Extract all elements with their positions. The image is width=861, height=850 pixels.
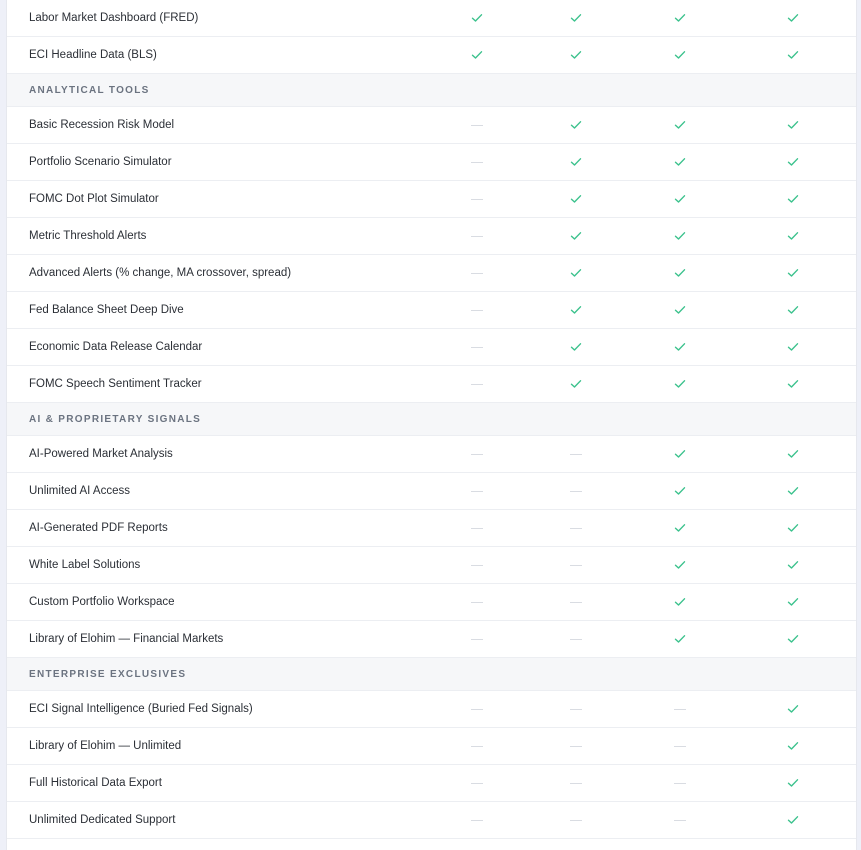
table-row: [7, 802, 856, 839]
tier-1-cell: [457, 292, 497, 328]
feature-label: Unlimited Dedicated Support: [29, 814, 176, 826]
tier-1-cell: [457, 436, 497, 472]
check-icon: [787, 486, 799, 496]
table-row: [7, 255, 856, 292]
feature-label: FOMC Speech Sentiment Tracker: [29, 378, 202, 390]
feature-label: Basic Recession Risk Model: [29, 119, 175, 131]
dash-icon: [570, 783, 582, 784]
dash-icon: [471, 709, 483, 710]
feature-label: Full Historical Data Export: [29, 777, 162, 789]
tier-3-cell: [660, 802, 700, 838]
table-row: [7, 107, 856, 144]
check-icon: [570, 231, 582, 241]
dash-icon: [471, 565, 483, 566]
check-icon: [674, 634, 686, 644]
tier-2-cell: [556, 436, 596, 472]
check-icon: [787, 634, 799, 644]
tier-1-cell: [457, 255, 497, 291]
table-row: [7, 0, 856, 37]
table-row: [7, 473, 856, 510]
check-icon: [787, 597, 799, 607]
tier-4-cell: [773, 107, 813, 143]
dash-icon: [674, 709, 686, 710]
section-header-analytical-tools: [7, 74, 856, 107]
dash-icon: [471, 273, 483, 274]
tier-4-cell: [773, 765, 813, 801]
check-icon: [674, 560, 686, 570]
check-icon: [674, 231, 686, 241]
tier-1-cell: [457, 802, 497, 838]
dash-icon: [471, 491, 483, 492]
dash-icon: [674, 820, 686, 821]
check-icon: [787, 50, 799, 60]
feature-label: Unlimited AI Access: [29, 485, 130, 497]
check-icon: [787, 560, 799, 570]
feature-label: Fed Balance Sheet Deep Dive: [29, 304, 184, 316]
check-icon: [787, 741, 799, 751]
check-icon: [471, 50, 483, 60]
tier-2-cell: [556, 510, 596, 546]
feature-label: ECI Headline Data (BLS): [29, 49, 157, 61]
tier-4-cell: [773, 144, 813, 180]
dash-icon: [471, 602, 483, 603]
check-icon: [787, 523, 799, 533]
tier-2-cell: [556, 0, 596, 36]
feature-label: White Label Solutions: [29, 559, 141, 571]
dash-icon: [570, 639, 582, 640]
dash-icon: [471, 310, 483, 311]
check-icon: [787, 231, 799, 241]
tier-2-cell: [556, 218, 596, 254]
check-icon: [570, 13, 582, 23]
check-icon: [787, 342, 799, 352]
tier-4-cell: [773, 547, 813, 583]
tier-3-cell: [660, 292, 700, 328]
check-icon: [674, 50, 686, 60]
tier-1-cell: [457, 584, 497, 620]
tier-1-cell: [457, 728, 497, 764]
tier-2-cell: [556, 37, 596, 73]
check-icon: [787, 13, 799, 23]
tier-1-cell: [457, 0, 497, 36]
check-icon: [787, 379, 799, 389]
tier-4-cell: [773, 473, 813, 509]
tier-2-cell: [556, 584, 596, 620]
check-icon: [674, 268, 686, 278]
tier-4-cell: [773, 218, 813, 254]
table-row: [7, 765, 856, 802]
dash-icon: [471, 746, 483, 747]
table-row: [7, 292, 856, 329]
tier-4-cell: [773, 181, 813, 217]
tier-2-cell: [556, 144, 596, 180]
tier-1-cell: [457, 144, 497, 180]
check-icon: [787, 120, 799, 130]
tier-3-cell: [660, 473, 700, 509]
tier-2-cell: [556, 802, 596, 838]
check-icon: [787, 449, 799, 459]
tier-3-cell: [660, 37, 700, 73]
table-row: [7, 510, 856, 547]
tier-1-cell: [457, 218, 497, 254]
feature-label: Labor Market Dashboard (FRED): [29, 12, 199, 24]
tier-4-cell: [773, 366, 813, 402]
feature-label: AI-Powered Market Analysis: [29, 448, 173, 460]
section-header-ai-proprietary-signals: [7, 403, 856, 436]
tier-3-cell: [660, 765, 700, 801]
tier-1-cell: [457, 765, 497, 801]
feature-label: Portfolio Scenario Simulator: [29, 156, 172, 168]
dash-icon: [674, 746, 686, 747]
feature-label: Library of Elohim — Unlimited: [29, 740, 182, 752]
tier-3-cell: [660, 329, 700, 365]
check-icon: [674, 379, 686, 389]
tier-4-cell: [773, 728, 813, 764]
check-icon: [674, 523, 686, 533]
tier-3-cell: [660, 728, 700, 764]
tier-4-cell: [773, 621, 813, 657]
check-icon: [787, 704, 799, 714]
check-icon: [570, 157, 582, 167]
tier-1-cell: [457, 366, 497, 402]
check-icon: [570, 194, 582, 204]
check-icon: [674, 305, 686, 315]
tier-2-cell: [556, 728, 596, 764]
check-icon: [674, 449, 686, 459]
section-title: ANALYTICAL TOOLS: [29, 84, 150, 96]
tier-3-cell: [660, 366, 700, 402]
table-row: [7, 366, 856, 403]
tier-3-cell: [660, 621, 700, 657]
tier-1-cell: [457, 329, 497, 365]
check-icon: [674, 597, 686, 607]
check-icon: [787, 194, 799, 204]
tier-2-cell: [556, 181, 596, 217]
tier-2-cell: [556, 366, 596, 402]
dash-icon: [471, 639, 483, 640]
feature-label: ECI Signal Intelligence (Buried Fed Signals): [29, 703, 253, 715]
table-row: [7, 436, 856, 473]
tier-4-cell: [773, 37, 813, 73]
table-row: [7, 37, 856, 74]
check-icon: [787, 815, 799, 825]
tier-2-cell: [556, 107, 596, 143]
tier-2-cell: [556, 473, 596, 509]
tier-1-cell: [457, 691, 497, 727]
dash-icon: [570, 491, 582, 492]
check-icon: [787, 157, 799, 167]
table-row: [7, 691, 856, 728]
check-icon: [674, 157, 686, 167]
tier-2-cell: [556, 292, 596, 328]
tier-3-cell: [660, 181, 700, 217]
tier-3-cell: [660, 107, 700, 143]
tier-4-cell: [773, 292, 813, 328]
tier-2-cell: [556, 255, 596, 291]
tier-3-cell: [660, 691, 700, 727]
tier-4-cell: [773, 802, 813, 838]
feature-label: FOMC Dot Plot Simulator: [29, 193, 159, 205]
section-header-enterprise-exclusives: [7, 658, 856, 691]
check-icon: [570, 50, 582, 60]
dash-icon: [471, 347, 483, 348]
tier-3-cell: [660, 584, 700, 620]
feature-label: Custom Portfolio Workspace: [29, 596, 175, 608]
tier-1-cell: [457, 473, 497, 509]
tier-3-cell: [660, 218, 700, 254]
tier-3-cell: [660, 436, 700, 472]
tier-4-cell: [773, 691, 813, 727]
section-title: ENTERPRISE EXCLUSIVES: [29, 668, 187, 680]
tier-1-cell: [457, 181, 497, 217]
tier-1-cell: [457, 107, 497, 143]
tier-1-cell: [457, 547, 497, 583]
tier-4-cell: [773, 510, 813, 546]
check-icon: [570, 305, 582, 315]
table-row: [7, 728, 856, 765]
table-row: [7, 621, 856, 658]
section-title: AI & PROPRIETARY SIGNALS: [29, 413, 202, 425]
dash-icon: [570, 602, 582, 603]
feature-label: Library of Elohim — Financial Markets: [29, 633, 224, 645]
dash-icon: [471, 199, 483, 200]
tier-1-cell: [457, 510, 497, 546]
tier-1-cell: [457, 37, 497, 73]
tier-1-cell: [457, 621, 497, 657]
check-icon: [570, 342, 582, 352]
tier-4-cell: [773, 584, 813, 620]
check-icon: [787, 305, 799, 315]
check-icon: [570, 379, 582, 389]
feature-label: Economic Data Release Calendar: [29, 341, 203, 353]
dash-icon: [570, 528, 582, 529]
tier-3-cell: [660, 547, 700, 583]
feature-label: Metric Threshold Alerts: [29, 230, 147, 242]
tier-3-cell: [660, 144, 700, 180]
dash-icon: [570, 820, 582, 821]
table-row: [7, 218, 856, 255]
dash-icon: [471, 783, 483, 784]
dash-icon: [471, 528, 483, 529]
dash-icon: [471, 236, 483, 237]
tier-3-cell: [660, 510, 700, 546]
dash-icon: [570, 746, 582, 747]
dash-icon: [471, 384, 483, 385]
tier-2-cell: [556, 329, 596, 365]
table-row: [7, 329, 856, 366]
check-icon: [674, 120, 686, 130]
feature-comparison-table: [6, 0, 857, 850]
table-row: [7, 584, 856, 621]
dash-icon: [570, 709, 582, 710]
tier-2-cell: [556, 765, 596, 801]
tier-2-cell: [556, 691, 596, 727]
tier-3-cell: [660, 0, 700, 36]
tier-4-cell: [773, 0, 813, 36]
tier-2-cell: [556, 547, 596, 583]
dash-icon: [471, 820, 483, 821]
tier-4-cell: [773, 329, 813, 365]
check-icon: [674, 13, 686, 23]
check-icon: [674, 342, 686, 352]
feature-label: Advanced Alerts (% change, MA crossover, spread): [29, 267, 292, 279]
dash-icon: [471, 125, 483, 126]
tier-2-cell: [556, 621, 596, 657]
tier-3-cell: [660, 255, 700, 291]
comparison-rows: [7, 0, 856, 839]
check-icon: [674, 486, 686, 496]
table-row: [7, 144, 856, 181]
check-icon: [471, 13, 483, 23]
tier-4-cell: [773, 436, 813, 472]
table-row: [7, 181, 856, 218]
table-row: [7, 547, 856, 584]
check-icon: [787, 778, 799, 788]
tier-4-cell: [773, 255, 813, 291]
check-icon: [674, 194, 686, 204]
dash-icon: [570, 565, 582, 566]
feature-label: AI-Generated PDF Reports: [29, 522, 168, 534]
dash-icon: [471, 454, 483, 455]
dash-icon: [570, 454, 582, 455]
check-icon: [787, 268, 799, 278]
check-icon: [570, 268, 582, 278]
dash-icon: [674, 783, 686, 784]
dash-icon: [471, 162, 483, 163]
check-icon: [570, 120, 582, 130]
